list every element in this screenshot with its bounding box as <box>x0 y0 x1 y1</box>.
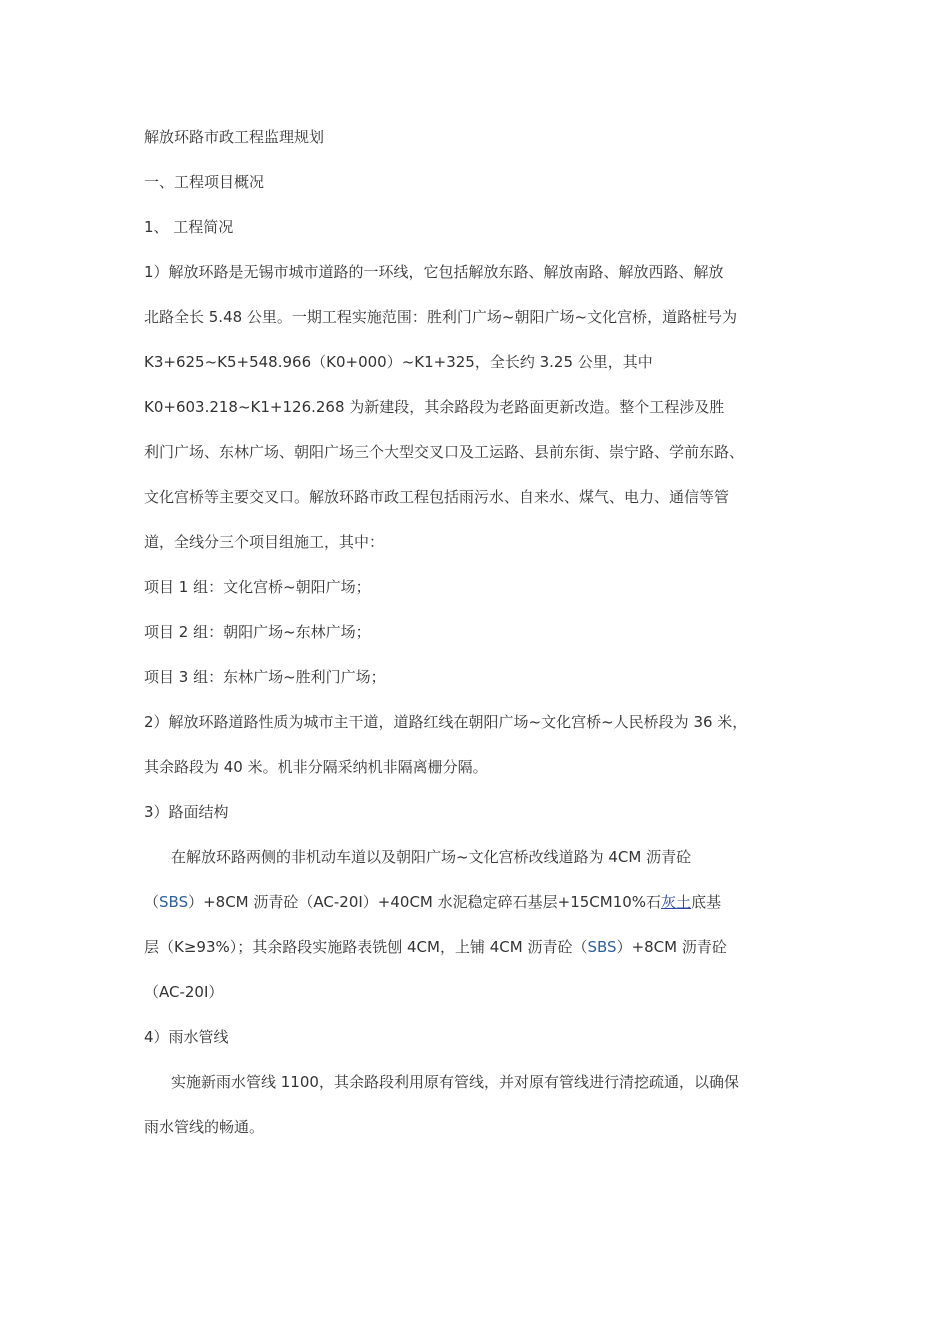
section-heading: 一、工程项目概况 <box>144 173 265 191</box>
text-span: （ <box>144 893 160 911</box>
text-span: ）+8CM 沥青砼（AC-20Ⅰ）+40CM 水泥稳定碎石基层+15CM10%石 <box>188 893 662 911</box>
subsection-heading: 4）雨水管线 <box>144 1028 229 1046</box>
paragraph-line: 道，全线分三个项目组施工，其中： <box>144 533 385 551</box>
paragraph-line: 其余路段为 40 米。机非分隔采纳机非隔离栅分隔。 <box>144 758 488 776</box>
lime-soil-link[interactable]: 灰土 <box>661 893 692 911</box>
paragraph-line: 实施新雨水管线 1100，其余路段利用原有管线，并对原有管线进行清挖疏通，以确保 <box>171 1073 739 1091</box>
paragraph-line: 1）解放环路是无锡市城市道路的一环线，它包括解放东路、解放南路、解放西路、解放 <box>144 263 724 281</box>
paragraph-line: 利门广场、东林广场、朝阳广场三个大型交叉口及工运路、县前东街、崇宁路、学前东路、 <box>144 443 745 461</box>
project-group-item: 项目 1 组：文化宫桥~朝阳广场； <box>144 578 371 596</box>
text-span: ）+8CM 沥青砼 <box>616 938 727 956</box>
text-span: 层（K≥93%）；其余路段实施路表铣刨 4CM，上铺 4CM 沥青砼（ <box>144 938 588 956</box>
paragraph-line: 2）解放环路道路性质为城市主干道，道路红线在朝阳广场~文化宫桥~人民桥段为 36 米， <box>144 713 748 731</box>
paragraph-line: 北路全长 5.48 公里。一期工程实施范围：胜利门广场~朝阳广场~文化宫桥，道路桩号为 <box>144 308 738 326</box>
paragraph-line: K3+625~K5+548.966（K0+000）~K1+325，全长约 3.25 公里，其中 <box>144 353 653 371</box>
paragraph-line: 文化宫桥等主要交叉口。解放环路市政工程包括雨污水、自来水、煤气、电力、通信等管 <box>144 488 730 506</box>
subsection-heading: 1、 工程简况 <box>144 218 234 236</box>
document-title: 解放环路市政工程监理规划 <box>144 128 325 146</box>
subsection-heading: 3）路面结构 <box>144 803 229 821</box>
document-body <box>144 122 814 1157</box>
sbs-link[interactable]: SBS <box>587 938 617 956</box>
paragraph-line: 在解放环路两侧的非机动车道以及朝阳广场~文化宫桥改线道路为 4CM 沥青砼 <box>171 848 692 866</box>
paragraph-line <box>144 887 814 932</box>
paragraph-line: （AC-20Ⅰ） <box>144 983 224 1001</box>
project-group-item: 项目 2 组：朝阳广场~东林广场； <box>144 623 371 641</box>
sbs-link[interactable]: SBS <box>159 893 189 911</box>
project-group-item: 项目 3 组：东林广场~胜利门广场； <box>144 668 386 686</box>
paragraph-line <box>144 932 814 977</box>
text-span: 底基 <box>691 893 722 911</box>
paragraph-line: K0+603.218~K1+126.268 为新建段，其余路段为老路面更新改造。整个工程涉及胜 <box>144 398 725 416</box>
paragraph-line: 雨水管线的畅通。 <box>144 1118 265 1136</box>
